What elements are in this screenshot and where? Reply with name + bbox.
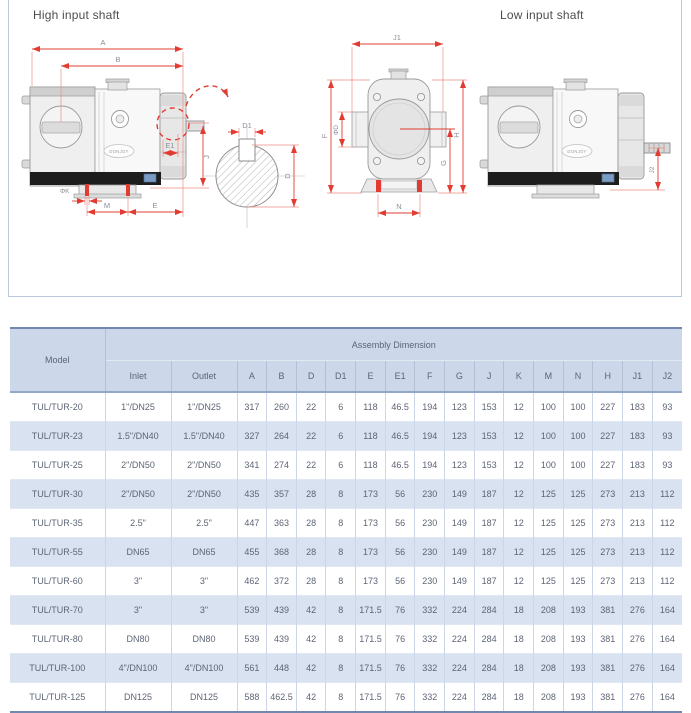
value-cell: 213	[623, 480, 653, 509]
value-cell: 153	[474, 451, 504, 480]
value-cell: 149	[445, 567, 475, 596]
column-header: A	[237, 361, 267, 393]
value-cell: 3"	[105, 567, 171, 596]
value-cell: 76	[385, 596, 415, 625]
value-cell: 3"	[171, 596, 237, 625]
value-cell: 381	[593, 654, 623, 683]
value-cell: 208	[534, 625, 564, 654]
column-header: Outlet	[171, 361, 237, 393]
value-cell: 224	[445, 683, 475, 713]
value-cell: 372	[267, 567, 297, 596]
value-cell: 332	[415, 654, 445, 683]
value-cell: 125	[563, 567, 593, 596]
value-cell: 194	[415, 392, 445, 422]
value-cell: 276	[623, 596, 653, 625]
value-cell: 100	[534, 392, 564, 422]
table-row	[10, 480, 682, 509]
value-cell: 56	[385, 480, 415, 509]
model-cell: TUL/TUR-125	[10, 683, 105, 713]
column-header: J1	[623, 361, 653, 393]
value-cell: 264	[267, 422, 297, 451]
dimension-diagrams	[0, 0, 691, 300]
value-cell: 153	[474, 392, 504, 422]
column-header: E	[356, 361, 386, 393]
value-cell: 28	[296, 509, 326, 538]
value-cell: 539	[237, 596, 267, 625]
dim-label-g: G	[439, 160, 448, 166]
value-cell: 46.5	[385, 422, 415, 451]
value-cell: 173	[356, 509, 386, 538]
value-cell: 8	[326, 480, 356, 509]
table-row	[10, 451, 682, 480]
table-row	[10, 509, 682, 538]
value-cell: DN80	[105, 625, 171, 654]
value-cell: 317	[237, 392, 267, 422]
column-header: G	[445, 361, 475, 393]
value-cell: 227	[593, 451, 623, 480]
value-cell: 341	[237, 451, 267, 480]
value-cell: 4"/DN100	[105, 654, 171, 683]
value-cell: 230	[415, 567, 445, 596]
column-header: Inlet	[105, 361, 171, 393]
value-cell: 8	[326, 567, 356, 596]
value-cell: 125	[563, 509, 593, 538]
value-cell: 447	[237, 509, 267, 538]
low-input-shaft-title: Low input shaft	[500, 8, 584, 22]
value-cell: 193	[563, 625, 593, 654]
dim-label-d: D	[283, 173, 292, 179]
dim-label-d1: D1	[242, 121, 252, 130]
value-cell: 332	[415, 596, 445, 625]
value-cell: 276	[623, 683, 653, 713]
value-cell: 100	[534, 422, 564, 451]
column-header: F	[415, 361, 445, 393]
value-cell: 230	[415, 509, 445, 538]
table-header	[10, 328, 682, 392]
value-cell: DN65	[171, 538, 237, 567]
value-cell: 123	[445, 422, 475, 451]
column-header: E1	[385, 361, 415, 393]
value-cell: 284	[474, 683, 504, 713]
high-input-shaft-title: High input shaft	[33, 8, 120, 22]
value-cell: 208	[534, 654, 564, 683]
value-cell: 173	[356, 480, 386, 509]
value-cell: 149	[445, 538, 475, 567]
value-cell: 183	[623, 451, 653, 480]
value-cell: 6	[326, 422, 356, 451]
value-cell: 123	[445, 392, 475, 422]
value-cell: 8	[326, 538, 356, 567]
value-cell: 171.5	[356, 654, 386, 683]
value-cell: 22	[296, 422, 326, 451]
value-cell: 125	[534, 480, 564, 509]
model-cell: TUL/TUR-80	[10, 625, 105, 654]
value-cell: 539	[237, 625, 267, 654]
value-cell: 230	[415, 480, 445, 509]
high-shaft-side-view	[22, 79, 204, 198]
value-cell: 28	[296, 567, 326, 596]
dim-label-a: A	[100, 38, 106, 47]
value-cell: 332	[415, 683, 445, 713]
model-cell: TUL/TUR-20	[10, 392, 105, 422]
front-view	[352, 69, 446, 192]
value-cell: 125	[534, 538, 564, 567]
value-cell: 6	[326, 451, 356, 480]
value-cell: 3"	[105, 596, 171, 625]
value-cell: 18	[504, 654, 534, 683]
column-header: D	[296, 361, 326, 393]
value-cell: 435	[237, 480, 267, 509]
value-cell: 28	[296, 480, 326, 509]
value-cell: 56	[385, 509, 415, 538]
value-cell: 284	[474, 625, 504, 654]
value-cell: 56	[385, 538, 415, 567]
value-cell: 42	[296, 654, 326, 683]
model-cell: TUL/TUR-23	[10, 422, 105, 451]
dim-label-m: M	[103, 201, 111, 210]
model-cell: TUL/TUR-25	[10, 451, 105, 480]
dim-label-h: H	[452, 132, 461, 138]
value-cell: DN125	[171, 683, 237, 713]
value-cell: 93	[652, 451, 682, 480]
value-cell: 42	[296, 596, 326, 625]
value-cell: 46.5	[385, 392, 415, 422]
value-cell: 455	[237, 538, 267, 567]
value-cell: 462	[237, 567, 267, 596]
dim-label-j1: J1	[393, 33, 401, 42]
value-cell: 112	[652, 567, 682, 596]
value-cell: 100	[534, 451, 564, 480]
value-cell: 112	[652, 538, 682, 567]
value-cell: 100	[563, 451, 593, 480]
table-row	[10, 683, 682, 713]
model-column-header: Model	[10, 328, 105, 392]
column-header: K	[504, 361, 534, 393]
value-cell: 1"/DN25	[171, 392, 237, 422]
value-cell: 224	[445, 596, 475, 625]
dim-label-phid: ΦD	[333, 125, 340, 135]
value-cell: 357	[267, 480, 297, 509]
value-cell: 2"/DN50	[171, 451, 237, 480]
model-cell: TUL/TUR-70	[10, 596, 105, 625]
value-cell: 273	[593, 538, 623, 567]
donjoy-logo: DONJOY	[567, 149, 587, 154]
value-cell: 22	[296, 392, 326, 422]
detail-callout-arrow	[186, 86, 228, 106]
value-cell: 93	[652, 392, 682, 422]
value-cell: 100	[563, 422, 593, 451]
value-cell: 588	[237, 683, 267, 713]
dimension-table	[10, 327, 682, 713]
donjoy-logo: DONJOY	[109, 149, 129, 154]
value-cell: 149	[445, 480, 475, 509]
dim-label-f: F	[320, 133, 329, 139]
dim-label-phik: ΦK	[60, 188, 70, 195]
value-cell: 327	[237, 422, 267, 451]
value-cell: 12	[504, 509, 534, 538]
value-cell: 187	[474, 567, 504, 596]
value-cell: 12	[504, 538, 534, 567]
table-row	[10, 567, 682, 596]
value-cell: 164	[652, 625, 682, 654]
value-cell: DN80	[171, 625, 237, 654]
value-cell: 118	[356, 422, 386, 451]
value-cell: 2.5"	[105, 509, 171, 538]
column-header: H	[593, 361, 623, 393]
value-cell: 118	[356, 451, 386, 480]
value-cell: 125	[534, 509, 564, 538]
value-cell: 187	[474, 538, 504, 567]
table-row	[10, 538, 682, 567]
value-cell: 8	[326, 509, 356, 538]
value-cell: 193	[563, 596, 593, 625]
value-cell: 12	[504, 451, 534, 480]
value-cell: 260	[267, 392, 297, 422]
value-cell: 1.5"/DN40	[171, 422, 237, 451]
value-cell: 193	[563, 654, 593, 683]
value-cell: 118	[356, 392, 386, 422]
model-cell: TUL/TUR-35	[10, 509, 105, 538]
value-cell: 561	[237, 654, 267, 683]
dim-label-j: J	[202, 155, 211, 159]
model-cell: TUL/TUR-55	[10, 538, 105, 567]
value-cell: 153	[474, 422, 504, 451]
column-header: J	[474, 361, 504, 393]
value-cell: 125	[563, 480, 593, 509]
value-cell: 439	[267, 625, 297, 654]
value-cell: 381	[593, 596, 623, 625]
value-cell: 193	[563, 683, 593, 713]
value-cell: 42	[296, 683, 326, 713]
dim-label-e1: E1	[165, 141, 175, 150]
column-header: J2	[652, 361, 682, 393]
value-cell: 439	[267, 596, 297, 625]
value-cell: 187	[474, 480, 504, 509]
value-cell: DN125	[105, 683, 171, 713]
model-cell: TUL/TUR-60	[10, 567, 105, 596]
value-cell: 125	[563, 538, 593, 567]
value-cell: 173	[356, 567, 386, 596]
value-cell: 213	[623, 509, 653, 538]
value-cell: 2"/DN50	[105, 480, 171, 509]
value-cell: 381	[593, 625, 623, 654]
shaft-detail-view	[203, 121, 305, 228]
value-cell: 46.5	[385, 451, 415, 480]
column-header: M	[534, 361, 564, 393]
value-cell: 171.5	[356, 683, 386, 713]
value-cell: 273	[593, 480, 623, 509]
value-cell: 171.5	[356, 625, 386, 654]
dim-label-n: N	[396, 202, 402, 211]
value-cell: 194	[415, 422, 445, 451]
value-cell: 3"	[171, 567, 237, 596]
value-cell: 8	[326, 683, 356, 713]
value-cell: 224	[445, 654, 475, 683]
table-row	[10, 625, 682, 654]
value-cell: 230	[415, 538, 445, 567]
value-cell: 76	[385, 625, 415, 654]
value-cell: 2.5"	[171, 509, 237, 538]
value-cell: 1"/DN25	[105, 392, 171, 422]
value-cell: 18	[504, 596, 534, 625]
value-cell: 381	[593, 683, 623, 713]
value-cell: 12	[504, 392, 534, 422]
dim-label-e: E	[152, 201, 158, 210]
value-cell: 8	[326, 596, 356, 625]
value-cell: 12	[504, 480, 534, 509]
value-cell: 112	[652, 480, 682, 509]
value-cell: 164	[652, 683, 682, 713]
value-cell: 227	[593, 392, 623, 422]
value-cell: 18	[504, 625, 534, 654]
dim-label-b: B	[115, 55, 121, 64]
table-row	[10, 596, 682, 625]
table-row	[10, 392, 682, 422]
value-cell: 183	[623, 422, 653, 451]
value-cell: 93	[652, 422, 682, 451]
value-cell: 368	[267, 538, 297, 567]
value-cell: 213	[623, 567, 653, 596]
value-cell: 149	[445, 509, 475, 538]
value-cell: 276	[623, 654, 653, 683]
value-cell: 183	[623, 392, 653, 422]
value-cell: 42	[296, 625, 326, 654]
value-cell: 208	[534, 683, 564, 713]
value-cell: 12	[504, 422, 534, 451]
value-cell: 100	[563, 392, 593, 422]
value-cell: 8	[326, 625, 356, 654]
value-cell: 448	[267, 654, 297, 683]
column-header: N	[563, 361, 593, 393]
value-cell: 56	[385, 567, 415, 596]
value-cell: 28	[296, 538, 326, 567]
value-cell: 2"/DN50	[171, 480, 237, 509]
table-row	[10, 654, 682, 683]
column-header: D1	[326, 361, 356, 393]
model-cell: TUL/TUR-30	[10, 480, 105, 509]
value-cell: 22	[296, 451, 326, 480]
value-cell: 213	[623, 538, 653, 567]
value-cell: 2"/DN50	[105, 451, 171, 480]
value-cell: 76	[385, 683, 415, 713]
value-cell: 462.5	[267, 683, 297, 713]
model-cell: TUL/TUR-100	[10, 654, 105, 683]
value-cell: 284	[474, 654, 504, 683]
value-cell: 276	[623, 625, 653, 654]
value-cell: 194	[415, 451, 445, 480]
value-cell: DN65	[105, 538, 171, 567]
value-cell: 6	[326, 392, 356, 422]
value-cell: 332	[415, 625, 445, 654]
value-cell: 4"/DN100	[171, 654, 237, 683]
value-cell: 12	[504, 567, 534, 596]
column-header: B	[267, 361, 297, 393]
low-shaft-side-view	[480, 79, 670, 198]
value-cell: 273	[593, 509, 623, 538]
value-cell: 164	[652, 596, 682, 625]
value-cell: 123	[445, 451, 475, 480]
dim-label-j2: J2	[649, 166, 656, 174]
value-cell: 171.5	[356, 596, 386, 625]
value-cell: 76	[385, 654, 415, 683]
value-cell: 112	[652, 509, 682, 538]
value-cell: 187	[474, 509, 504, 538]
table-row	[10, 422, 682, 451]
value-cell: 1.5"/DN40	[105, 422, 171, 451]
value-cell: 8	[326, 654, 356, 683]
value-cell: 125	[534, 567, 564, 596]
value-cell: 274	[267, 451, 297, 480]
value-cell: 273	[593, 567, 623, 596]
assembly-dimension-header: Assembly Dimension	[105, 328, 682, 361]
value-cell: 227	[593, 422, 623, 451]
value-cell: 18	[504, 683, 534, 713]
value-cell: 208	[534, 596, 564, 625]
value-cell: 363	[267, 509, 297, 538]
value-cell: 224	[445, 625, 475, 654]
value-cell: 164	[652, 654, 682, 683]
value-cell: 173	[356, 538, 386, 567]
value-cell: 284	[474, 596, 504, 625]
